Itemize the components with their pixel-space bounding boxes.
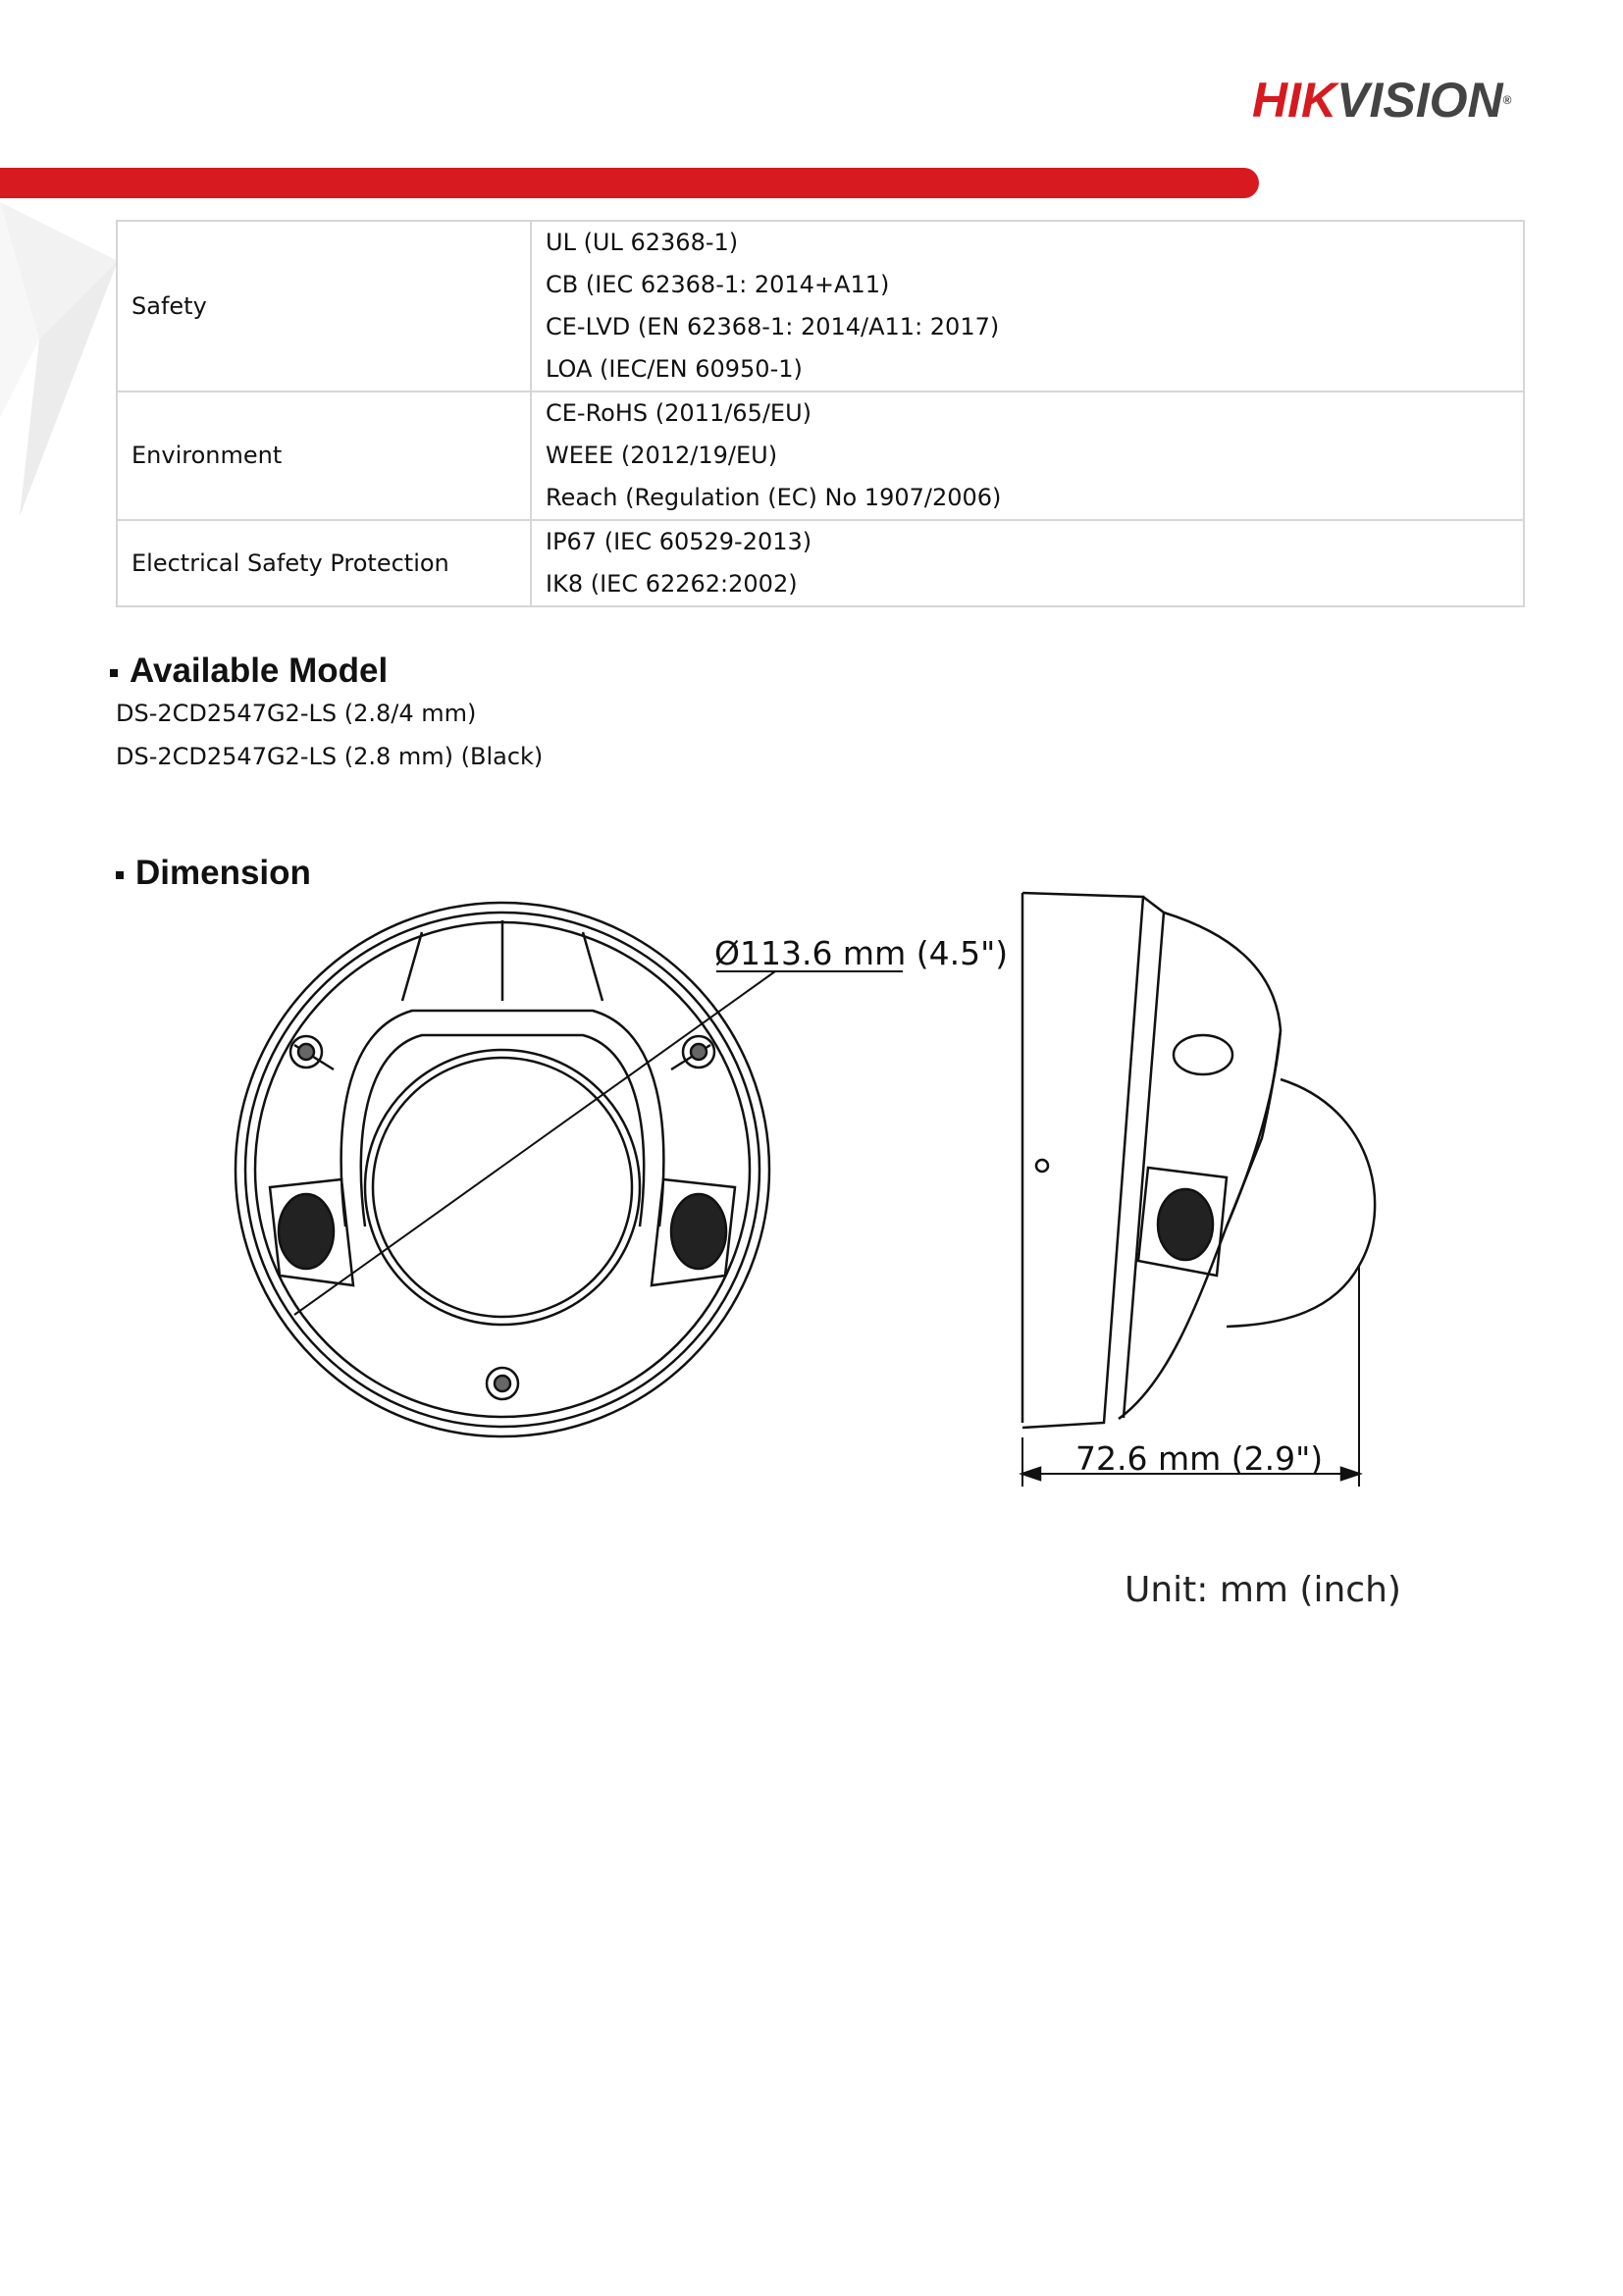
available-model-heading	[110, 652, 388, 691]
row-key-safety: Safety	[117, 221, 531, 391]
dimension-drawing	[0, 873, 1623, 1540]
camera-side-view	[1022, 893, 1375, 1487]
value-line: LOA (IEC/EN 60950-1)	[546, 355, 803, 383]
value-line: IK8 (IEC 62262:2002)	[546, 570, 798, 598]
header-red-bar	[0, 168, 1259, 198]
table-row	[117, 520, 1524, 606]
model-item: DS-2CD2547G2-LS (2.8 mm) (Black)	[116, 743, 544, 770]
value-line: CE-LVD (EN 62368-1: 2014/A11: 2017)	[546, 313, 1000, 340]
table-row	[117, 391, 1524, 520]
model-item: DS-2CD2547G2-LS (2.8/4 mm)	[116, 700, 477, 727]
row-values-electrical-safety	[531, 520, 1524, 606]
camera-front-view	[236, 903, 903, 1436]
row-key-electrical-safety: Electrical Safety Protection	[117, 520, 531, 606]
logo-registered: ®	[1502, 93, 1512, 107]
decorative-triangles	[0, 202, 128, 526]
diameter-label: Ø113.6 mm (4.5")	[714, 934, 1009, 972]
bullet-square	[110, 669, 118, 677]
value-line: Reach (Regulation (EC) No 1907/2006)	[546, 484, 1002, 511]
value-line: WEEE (2012/19/EU)	[546, 442, 778, 469]
value-line: IP67 (IEC 60529-2013)	[546, 528, 812, 555]
logo-hik: HIK	[1252, 73, 1337, 128]
value-line: CB (IEC 62368-1: 2014+A11)	[546, 271, 890, 298]
logo-vision: VISION	[1336, 73, 1503, 128]
row-values-environment	[531, 391, 1524, 520]
row-values-safety	[531, 221, 1524, 391]
hikvision-logo	[1252, 75, 1566, 126]
available-model-title: Available Model	[130, 652, 389, 690]
value-line: UL (UL 62368-1)	[546, 229, 739, 256]
table-row	[117, 221, 1524, 391]
row-key-environment: Environment	[117, 391, 531, 520]
value-line: CE-RoHS (2011/65/EU)	[546, 399, 812, 427]
dimension-title: Dimension	[135, 854, 311, 892]
spec-table	[116, 220, 1525, 607]
unit-label: Unit: mm (inch)	[1125, 1570, 1401, 1610]
height-label: 72.6 mm (2.9")	[1075, 1439, 1324, 1478]
